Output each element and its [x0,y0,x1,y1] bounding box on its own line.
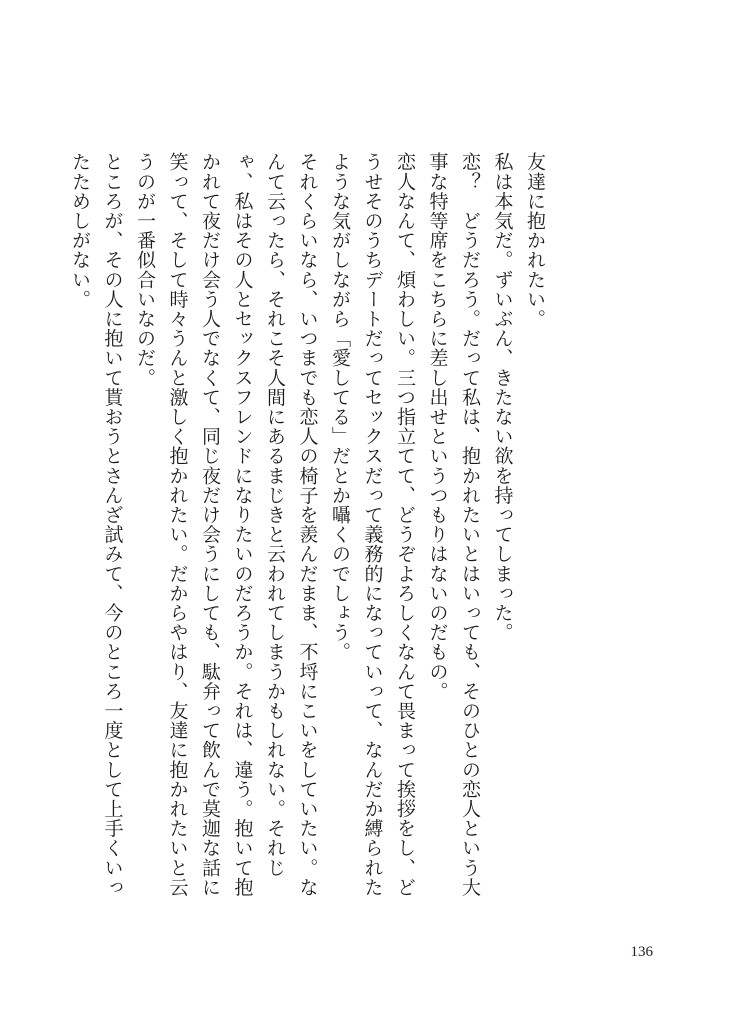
paragraph-1: 友達に抱かれたい。 [524,152,546,329]
paragraph-2: 私は本気だ。ずいぶん、きたない欲を持ってしまった。 [491,152,514,642]
paragraph-5: それくらいなら、いつまでも恋人の椅子を羨んだまま、不埒にこいをしていたい。なんて云ったら、それこそ人間にあるまじきと云われてしまうかもしれない。それじゃ、私はその人とセックスフレンドになりたいのだろうか。それは、違う。抱いて抱かれて夜だけ会う人でなくて、同じ夜だけ会うにしても、駄弁って飲んで莫迦な話に笑って、そして時々うんと激しく抱かれたい。だからやはり、友達に抱かれたいと云うのが一番似合いなのだ。 [134,152,319,897]
paragraph-3: 恋？ どうだろう。だって私は、抱かれたいとはいっても、そのひとの恋人という大事な特等席をこちらに差し出せというつもりはないのだもの。 [426,152,481,897]
paragraph-6: ところが、その人に抱いて貰おうとさんざ試みて、今のところ一度として上手くいったためしがない。 [69,152,124,897]
page-number: 136 [630,944,653,960]
vertical-text-body [64,152,552,912]
paragraph-4: 恋人なんて、煩わしい。三つ指立てて、どうぞよろしくなんて畏まって挨拶をし、どうせそのうちデートだってセックスだって義務的になっていって、なんだか縛られたような気がしながら「愛してる」だとか囁くのでしょう。 [329,152,416,897]
